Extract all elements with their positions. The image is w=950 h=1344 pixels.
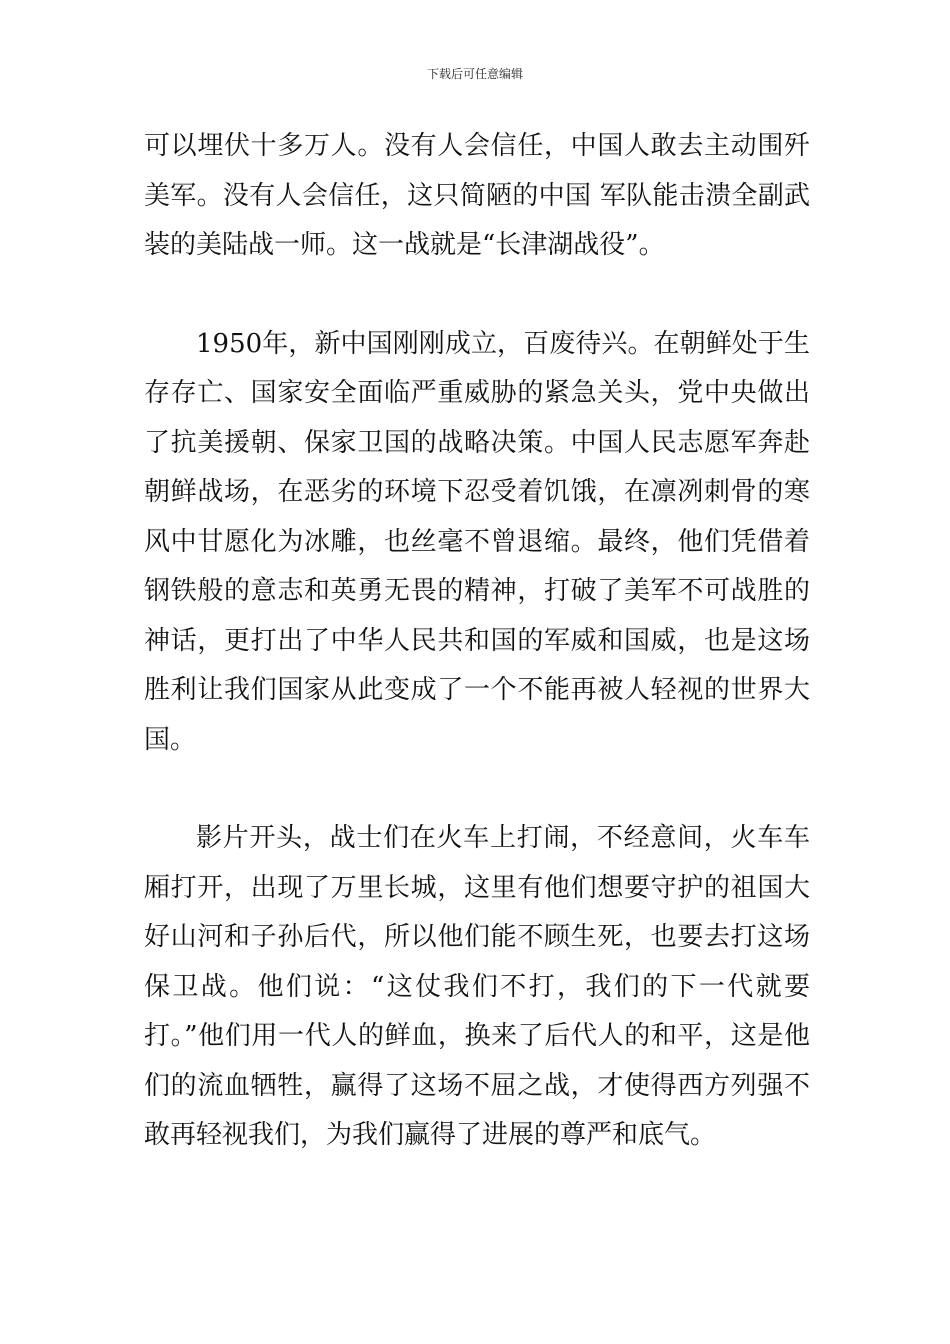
paragraph-continuation: 可以埋伏十多万人。没有人会信任，中国人敢去主动围歼美军。没有人会信任，这只简陋的中国 军队能击溃全副武装的美陆战一师。这一战就是“长津湖战役”。 xyxy=(144,131,810,260)
paragraph-film-opening: 影片开头，战士们在火车上打闹，不经意间，火车车厢打开，出现了万里长城，这里有他们想要守护的祖国大好山河和子孙后代，所以他们能不顾生死，也要去打这场保卫战。他们说：“这仗我们不打，我们的下一代就要打。”他们用一代人的鲜血，换来了后代人的和平，这是他们的流血牺牲，赢得了这场不屈之战，才使得西方列强不敢再轻视我们，为我们赢得了进展的尊严和底气。 xyxy=(144,823,810,1150)
page-header-note: 下载后可任意编辑 xyxy=(426,67,523,81)
paragraph-history: 1950年，新中国刚刚成立，百废待兴。在朝鲜处于生存存亡、国家安全面临严重威胁的紧急关头，党中央做出了抗美援朝、保家卫国的战略决策。中国人民志愿军奔赴朝鲜战场，在恶劣的环境下忍受着饥饿，在凛冽刺骨的寒风中甘愿化为冰雕，也丝毫不曾退缩。最终，他们凭借着钢铁般的意志和英勇无畏的精神，打破了美军不可战胜的神话，更打出了中华人民共和国的军威和国威，也是这场胜利让我们国家从此变成了一个不能再被人轻视的世界大国。 xyxy=(144,328,810,755)
document-body xyxy=(144,122,810,1161)
